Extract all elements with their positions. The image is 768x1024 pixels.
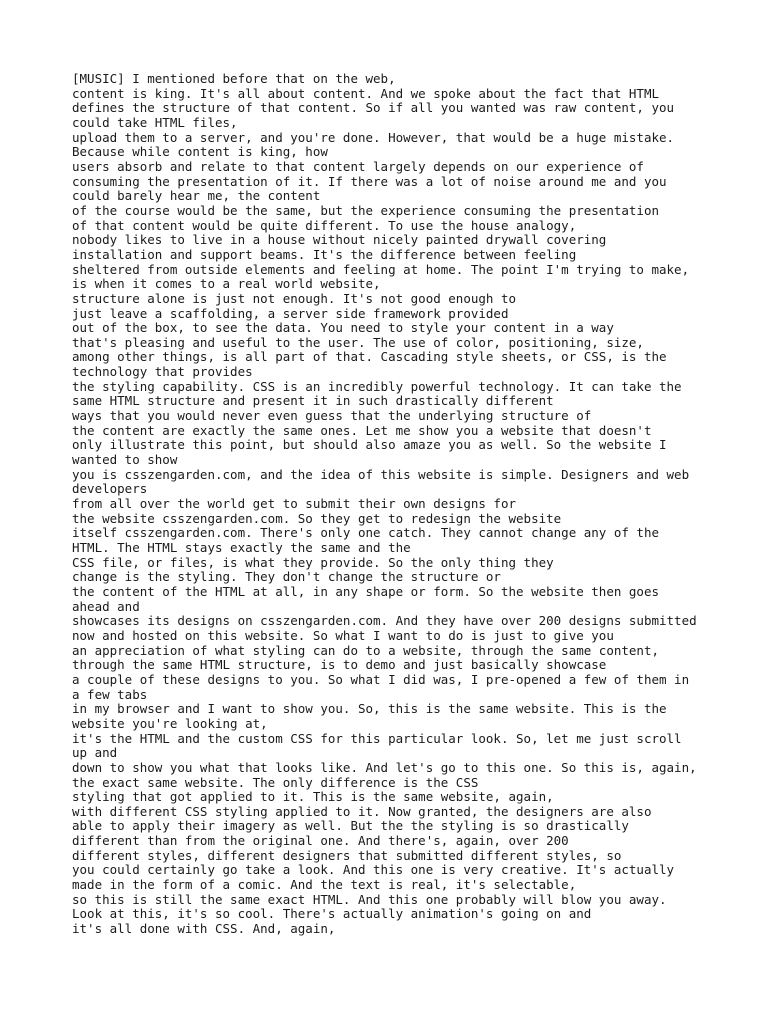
transcript-line: ahead and: [72, 598, 140, 614]
transcript-line: of that content would be quite different. To use the house analogy,: [72, 217, 577, 233]
transcript-line: an appreciation of what styling can do to a website, through the same content,: [72, 642, 659, 658]
transcript-line: it's all done with CSS. And, again,: [72, 921, 336, 937]
transcript-line: Look at this, it's so cool. There's actually animation's going on and: [72, 906, 592, 922]
transcript-line: the exact same website. The only difference is the CSS: [72, 774, 479, 790]
transcript-line: it's the HTML and the custom CSS for this particular look. So, let me just scroll: [72, 730, 682, 746]
transcript-line: developers: [72, 481, 148, 497]
transcript-line: the website csszengarden.com. So they get to redesign the website: [72, 510, 562, 526]
transcript-line: content is king. It's all about content. And we spoke about the fact that HTML: [72, 85, 659, 101]
transcript-line: the content are exactly the same ones. Let me show you a website that doesn't: [72, 422, 652, 438]
transcript-text: [72, 72, 712, 937]
transcript-line: could take HTML files,: [72, 114, 238, 130]
transcript-line: that's pleasing and useful to the user. The use of color, positioning, size,: [72, 334, 644, 350]
transcript-line: up and: [72, 745, 118, 761]
transcript-line: wanted to show: [72, 452, 178, 468]
transcript-line: is when it comes to a real world website,: [72, 276, 381, 292]
transcript-line: through the same HTML structure, is to demo and just basically showcase: [72, 657, 607, 673]
transcript-line: now and hosted on this website. So what I want to do is just to give you: [72, 627, 614, 643]
transcript-line: just leave a scaffolding, a server side framework provided: [72, 305, 509, 321]
transcript-line: only illustrate this point, but should also amaze you as well. So the website I: [72, 437, 667, 453]
transcript-line: structure alone is just not enough. It's not good enough to: [72, 290, 517, 306]
transcript-line: ways that you would never even guess that the underlying structure of: [72, 408, 592, 424]
transcript-line: users absorb and relate to that content largely depends on our experience of: [72, 158, 644, 174]
transcript-line: different than from the original one. And there's, again, over 200: [72, 833, 569, 849]
transcript-line: styling that got applied to it. This is the same website, again,: [72, 789, 554, 805]
transcript-line: CSS file, or files, is what they provide. So the only thing they: [72, 554, 554, 570]
transcript-line: consuming the presentation of it. If there was a lot of noise around me and you: [72, 173, 667, 189]
transcript-line: among other things, is all part of that. Cascading style sheets, or CSS, is the: [72, 349, 667, 365]
transcript-line: same HTML structure and present it in such drastically different: [72, 393, 554, 409]
transcript-line: in my browser and I want to show you. So, this is the same website. This is the: [72, 701, 667, 717]
transcript-line: sheltered from outside elements and feeling at home. The point I'm trying to make,: [72, 261, 690, 277]
transcript-line: defines the structure of that content. So if all you wanted was raw content, you: [72, 100, 675, 116]
transcript-line: showcases its designs on csszengarden.com. And they have over 200 designs submitted: [72, 613, 697, 629]
transcript-line: the styling capability. CSS is an incredibly powerful technology. It can take the: [72, 378, 682, 394]
transcript-line: Because while content is king, how: [72, 144, 328, 160]
transcript-line: upload them to a server, and you're done. However, that would be a huge mistake.: [72, 129, 675, 145]
transcript-line: installation and support beams. It's the difference between feeling: [72, 246, 577, 262]
transcript-line: with different CSS styling applied to it. Now granted, the designers are also: [72, 803, 652, 819]
transcript-line: able to apply their imagery as well. But the the styling is so drastically: [72, 818, 629, 834]
transcript-line: down to show you what that looks like. And let's go to this one. So this is, again,: [72, 759, 697, 775]
transcript-line: from all over the world get to submit their own designs for: [72, 496, 517, 512]
transcript-line: the content of the HTML at all, in any shape or form. So the website then goes: [72, 583, 659, 599]
transcript-line: technology that provides: [72, 364, 253, 380]
transcript-line: nobody likes to live in a house without nicely painted drywall covering: [72, 232, 607, 248]
transcript-line: so this is still the same exact HTML. And this one probably will blow you away.: [72, 891, 667, 907]
transcript-line: HTML. The HTML stays exactly the same and the: [72, 540, 411, 555]
transcript-line: could barely hear me, the content: [72, 188, 321, 204]
transcript-line: different styles, different designers that submitted different styles, so: [72, 847, 622, 863]
transcript-line: out of the box, to see the data. You need to style your content in a way: [72, 320, 614, 336]
transcript-line: change is the styling. They don't change the structure or: [72, 569, 501, 585]
transcript-line: website you're looking at,: [72, 715, 268, 731]
transcript-line: [MUSIC] I mentioned before that on the web,: [72, 71, 396, 86]
transcript-line: a few tabs: [72, 686, 148, 702]
transcript-line: itself csszengarden.com. There's only one catch. They cannot change any of the: [72, 525, 659, 541]
transcript-line: made in the form of a comic. And the text is real, it's selectable,: [72, 877, 577, 893]
transcript-line: you is csszengarden.com, and the idea of this website is simple. Designers and web: [72, 466, 690, 482]
transcript-line: you could certainly go take a look. And this one is very creative. It's actually: [72, 862, 675, 878]
transcript-line: of the course would be the same, but the experience consuming the presentation: [72, 202, 659, 218]
transcript-line: a couple of these designs to you. So what I did was, I pre-opened a few of them in: [72, 671, 690, 687]
